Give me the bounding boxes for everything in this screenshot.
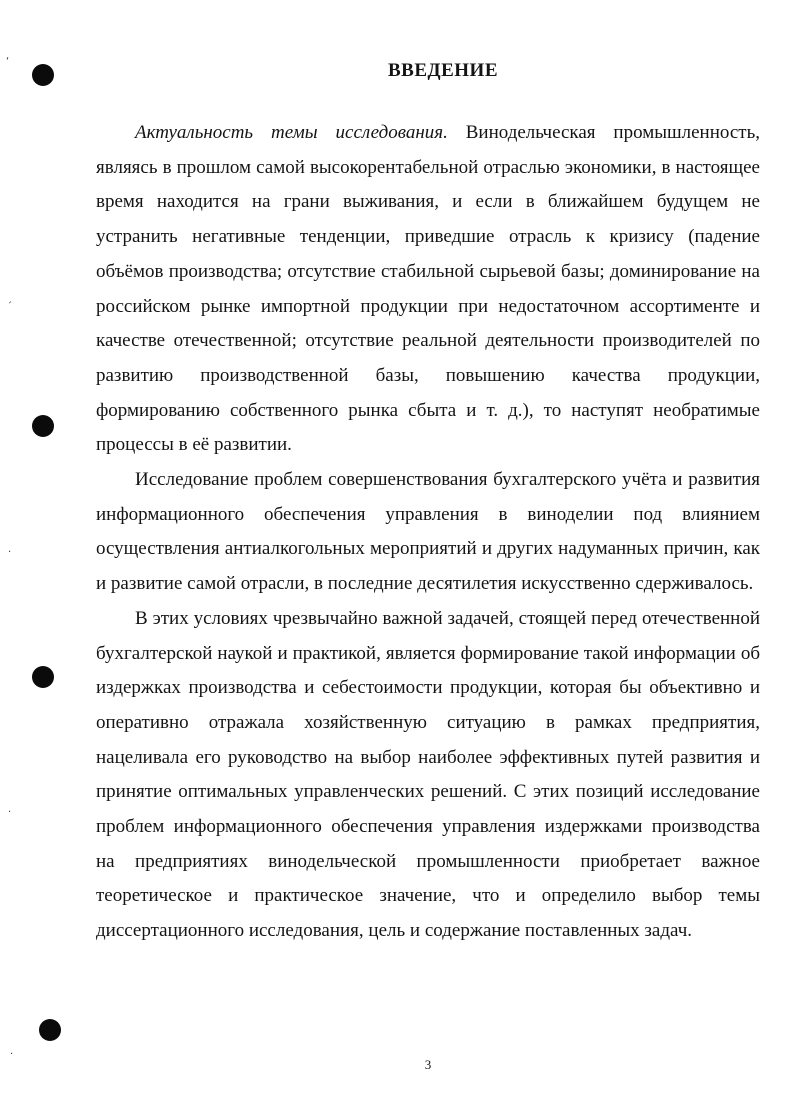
paragraph-1 bbox=[96, 116, 760, 463]
punch-hole-4 bbox=[39, 1019, 61, 1041]
paragraph-lead: Актуальность темы исследования. bbox=[135, 122, 448, 143]
paragraph-3: В этих условиях чрезвычайно важной задачей, стоящей перед отечественной бухгалтерской наукой и практикой, является формирование такой информации об издержках производства и себестоимости продукции, которая бы объективно и оперативно отражала хозяйственную ситуацию в рамках предприятия, нацеливала его руководство на выбор наиболее эффективных путей развития и принятие оптимальных управленческих решений. С этих позиций исследование проблем информационного обеспечения управления издержками производства на предприятиях винодельческой промышленности приобретает важное теоретическое и практическое значение, что и определило выбор темы диссертационного исследования, цель и содержание поставленных задач. bbox=[96, 607, 760, 942]
scan-speck-1: ‘ bbox=[6, 56, 10, 67]
scan-speck-4: · bbox=[8, 807, 12, 818]
scan-speck-3: · bbox=[8, 547, 12, 558]
scan-speck-5: · bbox=[10, 1049, 14, 1060]
punch-hole-3 bbox=[32, 666, 54, 688]
paragraph-2: Исследование проблем совершенствования бухгалтерского учёта и развития информационного обеспечения управления в виноделии под влиянием осуществления антиалкогольных мероприятий и других надуманных причин, как и развитие самой отрасли, в последние десятилетия искусственно сдерживалось. bbox=[96, 469, 760, 595]
page-number: 3 bbox=[424, 1057, 432, 1072]
body-text bbox=[96, 116, 760, 949]
punch-hole-2 bbox=[32, 415, 54, 437]
scan-speck-2: ׳ bbox=[8, 299, 13, 310]
page-title: ВВЕДЕНИЕ bbox=[388, 60, 498, 81]
paragraph-1-text: Винодельческая промышленность, являясь в прошлом самой высокорентабельной отраслью экономики, в настоящее время находится на грани выживания, и если в ближайшем будущем не устранить негативные тенденции, приведшие отрасль к кризису (падение объёмов производства; отсутствие стабильной сырьевой базы; доминирование на российском рынке импортной продукции при недостаточном ассортименте и качестве отечественной; отсутствие реальной деятельности производителей по развитию производственной базы, повышению качества продукции, формированию собственного рынка сбыта и т. д.), то наступят необратимые процессы в её развитии. bbox=[96, 122, 761, 456]
